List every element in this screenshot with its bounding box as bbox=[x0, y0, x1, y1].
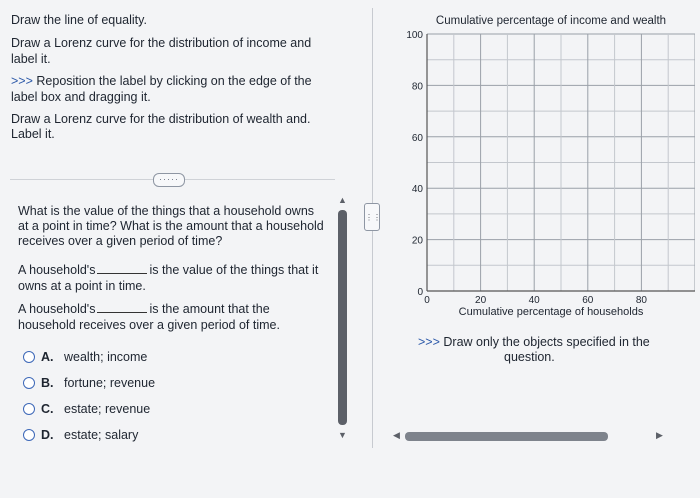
instruction-hint-cont: label box and dragging it. bbox=[11, 90, 151, 104]
option-c-text: estate; revenue bbox=[64, 402, 151, 416]
instruction-equality: Draw the line of equality. bbox=[11, 13, 147, 27]
sentence-1-end: is the value of the things that it bbox=[149, 263, 319, 277]
sentence-1 bbox=[18, 262, 318, 278]
blank-1 bbox=[97, 262, 147, 274]
chart-hint-arrows: >>> bbox=[418, 335, 440, 349]
sentence-1-cont: owns at a point in time. bbox=[18, 279, 146, 293]
option-d-text: estate; salary bbox=[64, 428, 139, 442]
chart-xlabel: Cumulative percentage of households bbox=[458, 306, 644, 318]
option-d-letter: D. bbox=[41, 428, 54, 442]
y-tick-label: 40 bbox=[411, 184, 423, 196]
panel-resize-handle[interactable]: ⋮⋮ bbox=[364, 203, 380, 231]
scroll-down-icon[interactable]: ▼ bbox=[338, 430, 347, 440]
option-b-text: fortune; revenue bbox=[64, 376, 156, 390]
x-tick-label: 60 bbox=[582, 295, 594, 306]
radio-c[interactable] bbox=[23, 403, 35, 415]
x-tick-label: 0 bbox=[424, 295, 430, 306]
sentence-2-start: A household's bbox=[18, 302, 96, 316]
instruction-wealth-curve-cont: Label it. bbox=[11, 127, 55, 141]
y-tick-label: 100 bbox=[406, 30, 423, 41]
y-tick-label: 20 bbox=[411, 235, 423, 247]
chart-hint-cont: question. bbox=[504, 350, 555, 364]
radio-d[interactable] bbox=[23, 429, 35, 441]
scroll-up-icon[interactable]: ▲ bbox=[338, 195, 347, 205]
y-tick-label: 80 bbox=[411, 81, 423, 93]
sentence-2 bbox=[18, 301, 270, 317]
sentence-2-cont: household receives over a given period of time. bbox=[18, 318, 280, 332]
chart-title: Cumulative percentage of income and wealth bbox=[435, 15, 667, 27]
y-tick-label: 0 bbox=[417, 287, 423, 298]
horizontal-scrollbar[interactable] bbox=[405, 432, 608, 441]
question-line-3: receives over a given period of time? bbox=[18, 234, 223, 248]
instruction-income-curve-cont: label it. bbox=[11, 52, 51, 66]
instruction-income-curve: Draw a Lorenz curve for the distribution of income and bbox=[11, 36, 312, 50]
lorenz-chart[interactable] bbox=[395, 8, 695, 328]
chart-grid bbox=[427, 34, 695, 291]
sentence-1-start: A household's bbox=[18, 263, 96, 277]
instruction-hint bbox=[11, 73, 312, 89]
sentence-2-end: is the amount that the bbox=[149, 302, 270, 316]
x-tick-label: 20 bbox=[475, 295, 487, 306]
chart-ticks bbox=[406, 30, 647, 306]
instruction-wealth-curve: Draw a Lorenz curve for the distribution of wealth and. bbox=[11, 112, 311, 126]
question-line-2: at a point in time? What is the amount that a household bbox=[18, 219, 324, 233]
scroll-right-icon[interactable]: ▶ bbox=[656, 430, 663, 440]
blank-2 bbox=[97, 301, 147, 313]
y-tick-label: 60 bbox=[411, 132, 423, 144]
scroll-left-icon[interactable]: ◀ bbox=[393, 430, 400, 440]
vertical-scrollbar[interactable] bbox=[338, 210, 347, 425]
option-a-text: wealth; income bbox=[64, 350, 148, 364]
option-b-letter: B. bbox=[41, 376, 54, 390]
hint-text: Reposition the label by clicking on the edge of the bbox=[36, 74, 312, 88]
radio-b[interactable] bbox=[23, 377, 35, 389]
option-a-letter: A. bbox=[41, 350, 54, 364]
option-c-letter: C. bbox=[41, 402, 54, 416]
radio-a[interactable] bbox=[23, 351, 35, 363]
expand-button[interactable]: ····· bbox=[153, 173, 185, 187]
question-line-1: What is the value of the things that a household owns bbox=[18, 204, 315, 218]
chart-hint-text: Draw only the objects specified in the bbox=[443, 335, 650, 349]
x-tick-label: 80 bbox=[635, 295, 647, 306]
x-tick-label: 40 bbox=[528, 295, 540, 306]
chart-hint bbox=[418, 334, 650, 350]
hint-arrows: >>> bbox=[11, 74, 33, 88]
